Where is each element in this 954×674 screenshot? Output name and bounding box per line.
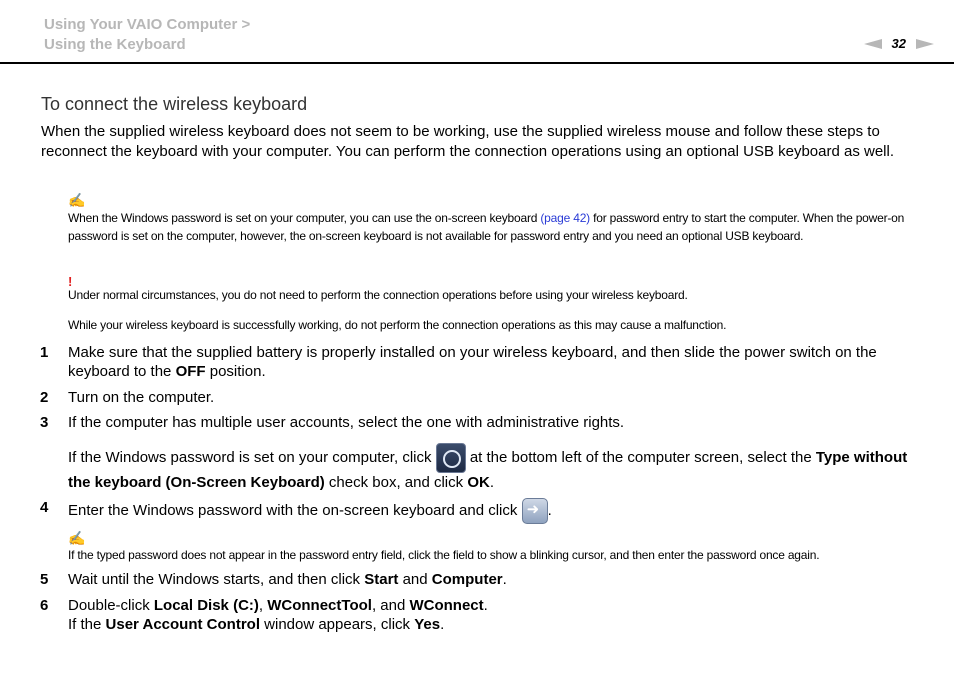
arrow-right-icon [522,498,548,524]
warning-normal-circumstances: Under normal circumstances, you do not need to perform the connection operations before using your wireless keyboard. [68,288,688,302]
header-divider [0,62,954,64]
step-text: If the computer has multiple user accounts, select the one with administrative rights. [68,414,625,431]
step-number: 3 [40,414,49,431]
warning-icon: ! [68,274,73,289]
step-text: Double-click Local Disk (C:), WConnectTool, and WConnect. If the User Account Control window appears, click Yes. [68,597,488,633]
note-password [68,209,918,245]
step-number: 5 [40,571,49,588]
step-text: Wait until the Windows starts, and then click Start and Computer. [68,571,507,588]
step-number: 1 [40,344,49,361]
page-number: 32 [891,36,906,51]
note-text: When the Windows password is set on your computer, you can use the on-screen keyboard [68,211,541,225]
page-42-link[interactable]: (page 42) [540,211,590,225]
breadcrumb-parent: Using Your VAIO Computer > [44,16,251,33]
step-number: 2 [40,389,49,406]
note-pencil-icon: ✍ [68,192,86,208]
start-button-icon [436,443,466,473]
step-text: Make sure that the supplied battery is properly installed on your wireless keyboard, and then slide the power switch on the keyboard to the OFF position. [68,344,877,380]
page-navigation [864,36,934,51]
next-page-icon[interactable] [916,39,934,49]
note-pencil-icon: ✍ [68,530,86,546]
warning-malfunction: While your wireless keyboard is successfully working, do not perform the connection operations as this may cause a malfunction. [68,318,727,332]
note-password-field: If the typed password does not appear in the password entry field, click the field to show a blinking cursor, and then enter the password once again. [68,548,820,562]
previous-page-icon[interactable] [864,39,882,49]
step-text: If the Windows password is set on your computer, click at the bottom left of the computer screen, select the Type without the keyboard (On-Screen Keyboard) check box, and click OK. [68,443,918,492]
step-number: 6 [40,597,49,614]
breadcrumb-current: Using the Keyboard [44,36,186,53]
step-text: Enter the Windows password with the on-screen keyboard and click ➜. [68,498,918,524]
intro-paragraph: When the supplied wireless keyboard does not seem to be working, use the supplied wireless mouse and follow these steps to reconnect the keyboard with your computer. You can perform the connection operations using an optional USB keyboard as well. [41,123,895,160]
note-text: for password entry to start the computer. When the power-on password is set on the computer, however, the on-screen keyboard is not available for password entry and you need an optional USB keyboard. [68,211,905,243]
step-text: Turn on the computer. [68,389,215,406]
section-heading: To connect the wireless keyboard [41,94,308,114]
step-number: 4 [40,499,49,516]
